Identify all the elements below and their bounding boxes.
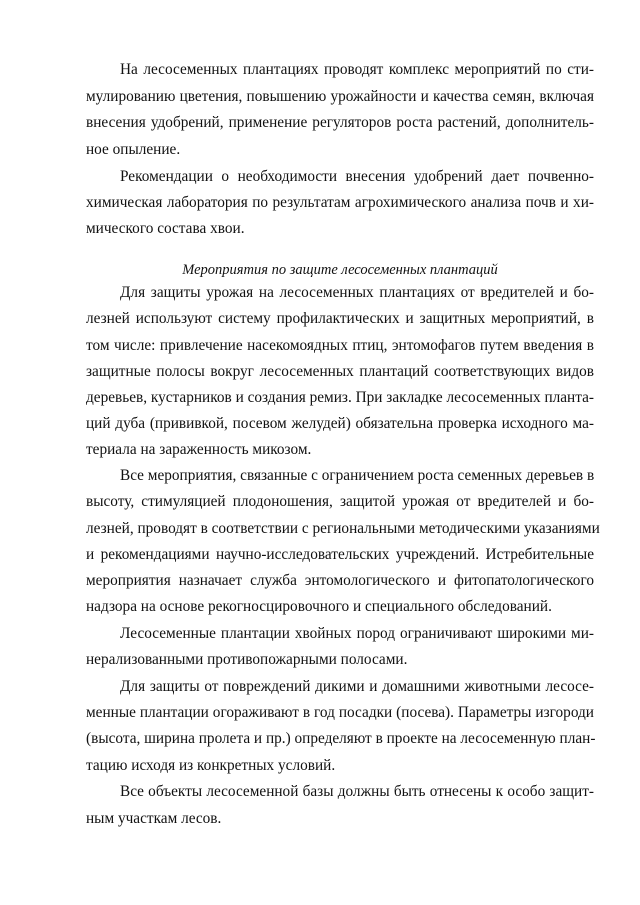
paragraph-2-line-2: химическая лаборатория по результатам агрохимического анализа почв и хи-	[86, 194, 594, 211]
paragraph-5-line-1: Лесосеменные плантации хвойных пород ограничивают широкими ми-	[120, 625, 594, 642]
paragraph-4-line-6: надзора на основе рекогносцировочного и специального обследований.	[86, 598, 552, 615]
paragraph-4-line-4: и рекомендациями научно-исследовательских учреждений. Истребительные	[86, 546, 594, 563]
paragraph-7-line-2: ным участкам лесов.	[86, 810, 222, 827]
paragraph-1-line-3: внесения удобрений, применение регуляторов роста растений, дополнитель-	[86, 114, 594, 131]
paragraph-3-line-3: том числе: привлечение насекомоядных птиц, энтомофагов путем введения в	[86, 337, 594, 354]
paragraph-4-line-2: высоту, стимуляцией плодоношения, защитой урожая от вредителей и бо-	[86, 493, 594, 510]
paragraph-4-line-1: Все мероприятия, связанные с ограничением роста семенных деревьев в	[120, 467, 595, 484]
paragraph-7-line-1: Все объекты лесосеменной базы должны быть отнесены к особо защит-	[120, 783, 594, 800]
paragraph-3-line-7: териала на зараженность микозом.	[86, 441, 312, 458]
paragraph-3-line-4: защитные полосы вокруг лесосеменных плантаций соответствующих видов	[86, 363, 594, 380]
paragraph-3-line-5: деревьев, кустарников и создания ремиз. При закладке лесосеменных планта-	[86, 389, 594, 406]
paragraph-2-line-1: Рекомендации о необходимости внесения удобрений дает почвенно-	[120, 168, 594, 185]
paragraph-3-line-6: ций дуба (прививкой, посевом желудей) обязательна проверка исходного ма-	[86, 415, 594, 432]
paragraph-4-line-5: мероприятия назначает служба энтомологического и фитопатологического	[86, 572, 594, 589]
paragraph-3-line-2: лезней используют систему профилактических и защитных мероприятий, в	[86, 310, 594, 327]
paragraph-1-line-4: ное опыление.	[86, 141, 181, 158]
paragraph-2-line-3: мического состава хвои.	[86, 220, 245, 237]
paragraph-6-line-4: тацию исходя из конкретных условий.	[86, 757, 336, 774]
section-heading: Мероприятия по защите лесосеменных плантаций	[182, 262, 498, 278]
paragraph-6-line-2: менные плантации огораживают в год посадки (посева). Параметры изгороди	[86, 704, 594, 721]
paragraph-6-line-1: Для защиты от повреждений дикими и домашними животными лесосе-	[120, 678, 594, 695]
paragraph-5-line-2: нерализованными противопожарными полосами.	[86, 651, 408, 668]
paragraph-6-line-3: (высота, ширина пролета и пр.) определяют в проекте на лесосеменную план-	[86, 730, 596, 747]
paragraph-4-line-3: лезней, проводят в соответствии с региональными методическими указаниями	[86, 520, 600, 537]
paragraph-3-line-1: Для защиты урожая на лесосеменных плантациях от вредителей и бо-	[120, 284, 594, 301]
paragraph-1-line-2: мулированию цветения, повышению урожайности и качества семян, включая	[86, 88, 594, 105]
paragraph-1-line-1: На лесосеменных плантациях проводят комплекс мероприятий по сти-	[120, 61, 594, 78]
